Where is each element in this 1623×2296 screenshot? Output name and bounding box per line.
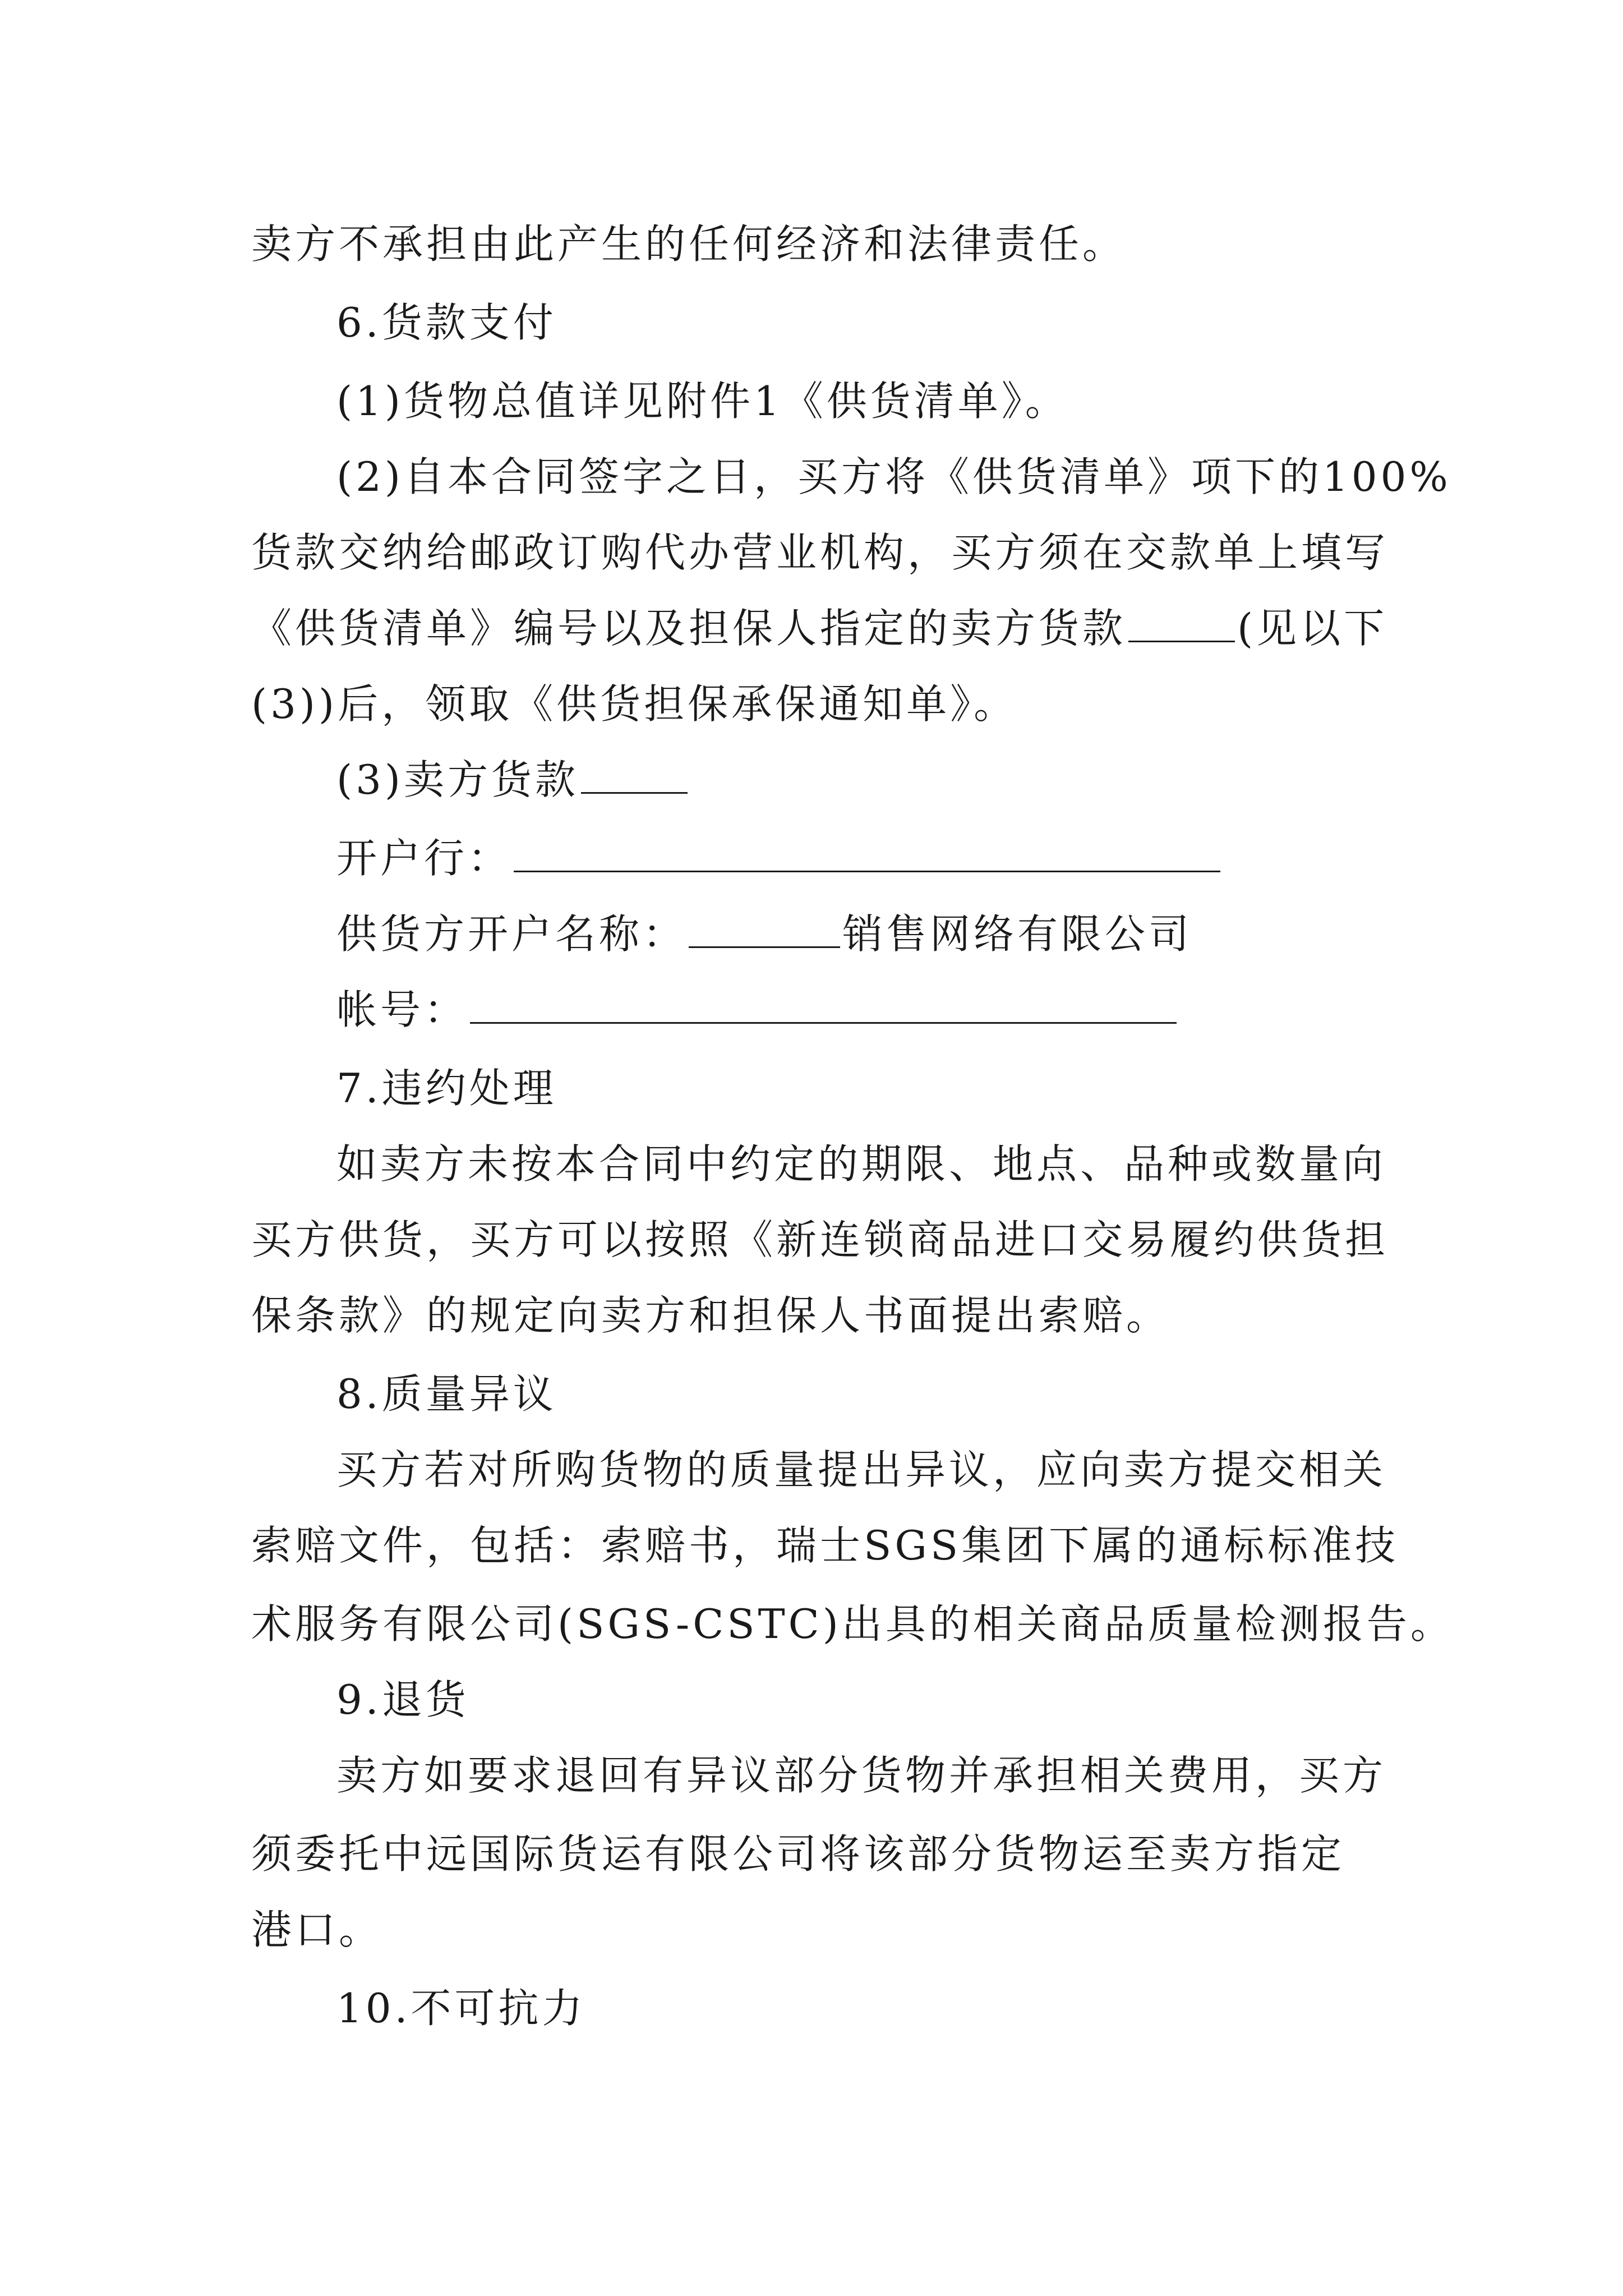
section-9-heading: 9.退货 — [336, 1676, 469, 1723]
section-7-heading: 7.违约处理 — [336, 1065, 557, 1112]
bank-field — [336, 830, 1223, 886]
section-7-line1: 如卖方未按本合同中约定的期限、地点、品种或数量向 — [336, 1140, 1387, 1188]
clause-6-2-line3-text: 《供货清单》编号以及担保人指定的卖方货款 — [251, 605, 1127, 652]
section-9-line2: 须委托中远国际货运有限公司将该部分货物运至卖方指定 — [251, 1830, 1345, 1878]
clause-6-2-line3-tail: (见以下 — [1237, 605, 1388, 652]
clause-6-3 — [336, 752, 690, 808]
bank-label: 开户行： — [336, 835, 512, 882]
account-number-blank — [470, 985, 1177, 1024]
section-9-line1: 卖方如要求退回有异议部分货物并承担相关费用，买方 — [336, 1752, 1387, 1799]
account-name-label: 供货方开户名称： — [336, 910, 687, 958]
account-number-label: 帐号： — [336, 986, 468, 1033]
section-7-line2: 买方供货，买方可以按照《新连锁商品进口交易履约供货担 — [251, 1216, 1389, 1263]
clause-6-3-label: (3)卖方货款 — [336, 756, 579, 803]
clause-6-1: (1)货物总值详见附件1《供货清单》。 — [336, 378, 1069, 425]
bank-blank — [514, 834, 1220, 872]
account-name-suffix: 销售网络有限公司 — [842, 910, 1193, 958]
clause-6-3-blank — [581, 755, 688, 794]
clause-6-2-line4: (3))后，领取《供货担保承保通知单》。 — [251, 680, 1018, 728]
section-6-heading: 6.货款支付 — [336, 299, 557, 346]
account-name-field — [336, 906, 1192, 962]
clause-6-2-line3 — [251, 600, 1387, 656]
section-8-line2: 索赔文件，包括：索赔书，瑞士SGS集团下属的通标标准技 — [251, 1522, 1399, 1569]
clause-6-2-line1: (2)自本合同签字之日，买方将《供货清单》项下的100% — [336, 453, 1451, 500]
account-name-blank — [689, 909, 840, 948]
section-9-line3: 港口。 — [251, 1906, 383, 1953]
section-8-heading: 8.质量异议 — [336, 1370, 557, 1418]
clause-6-2-line2: 货款交纳给邮政订购代办营业机构，买方须在交款单上填写 — [251, 529, 1389, 576]
section-8-line3: 术服务有限公司(SGS-CSTC)出具的相关商品质量检测报告。 — [251, 1600, 1454, 1648]
section-7-line3: 保条款》的规定向卖方和担保人书面提出索赔。 — [251, 1292, 1170, 1339]
account-number-field — [336, 982, 1179, 1038]
line-seller-liability: 卖方不承担由此产生的任何经济和法律责任。 — [251, 220, 1127, 268]
section-8-line1: 买方若对所购货物的质量提出异议，应向卖方提交相关 — [336, 1446, 1387, 1493]
seller-payment-blank — [1128, 604, 1235, 642]
section-10-heading: 10.不可抗力 — [336, 1985, 586, 2032]
